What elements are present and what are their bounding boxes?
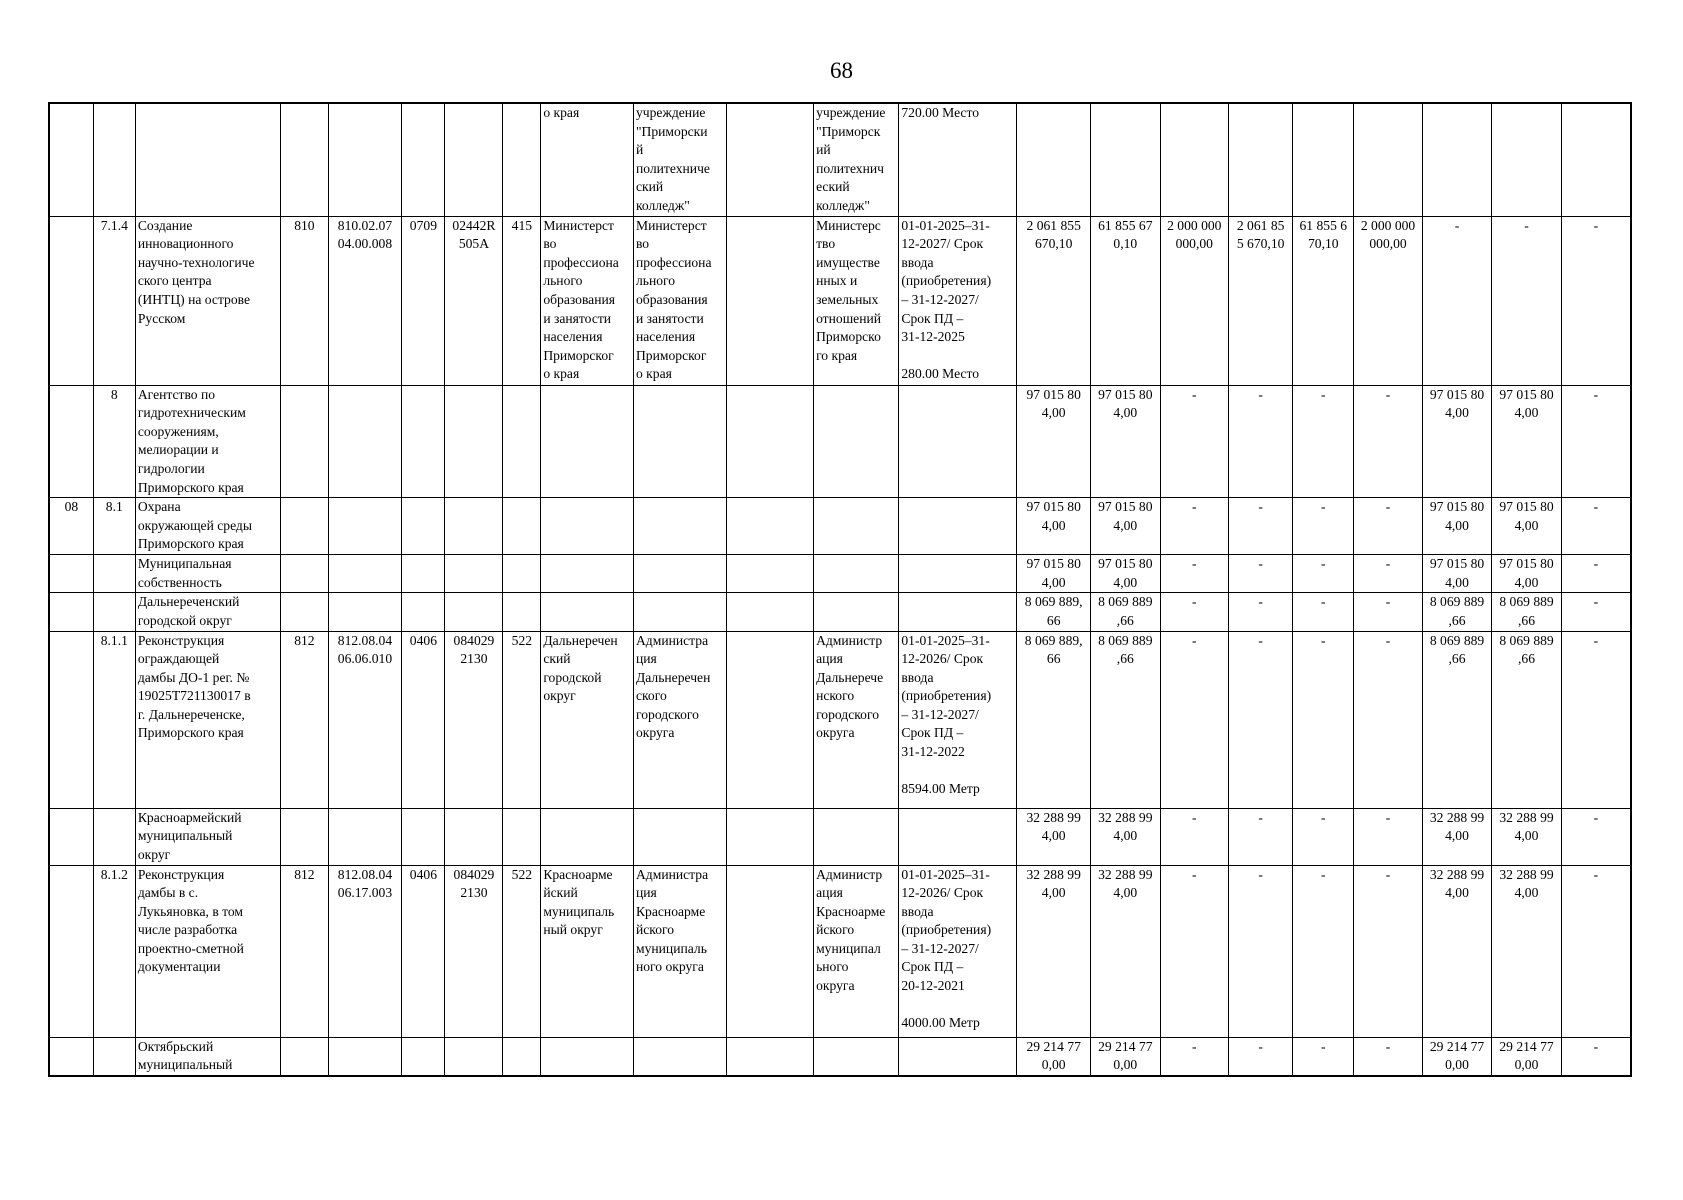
table-cell-v8: 97 015 80 4,00 [1492,498,1562,555]
table-cell-c12 [814,498,899,555]
table-cell-v5: 61 855 6 70,10 [1293,216,1354,385]
table-cell-v8: 8 069 889 ,66 [1492,631,1562,808]
table-cell-c12: Администр ация Дальнерече нского городского округа [814,631,899,808]
table-cell-c11 [726,498,813,555]
table-cell-c1 [49,555,93,593]
table-cell-c8: 415 [503,216,541,385]
table-cell-v9: - [1561,385,1631,498]
table-cell-v3 [1160,103,1228,216]
table-cell-v5: - [1293,593,1354,631]
table-cell-v6: - [1354,865,1422,1037]
table-cell-v7: 97 015 80 4,00 [1422,555,1492,593]
table-cell-c10 [633,808,726,865]
table-cell-v1 [1017,103,1091,216]
table-cell-v4: - [1229,593,1293,631]
table-cell-c1 [49,631,93,808]
table-cell-c7 [445,1037,503,1076]
table-cell-v9: - [1561,498,1631,555]
table-cell-c12 [814,1037,899,1076]
table-row [49,808,1631,865]
table-cell-c11 [726,631,813,808]
table-cell-v5: - [1293,555,1354,593]
table-cell-v8: 8 069 889 ,66 [1492,593,1562,631]
table-cell-v8: - [1492,216,1562,385]
table-cell-c7 [445,593,503,631]
table-cell-c4 [281,593,328,631]
table-cell-c5 [328,808,402,865]
table-cell-name [135,103,280,216]
table-cell-v1: 97 015 80 4,00 [1017,555,1091,593]
table-cell-c6: 0406 [402,631,445,808]
table-cell-c2 [93,1037,135,1076]
table-cell-c8 [503,555,541,593]
table-cell-c2: 8 [93,385,135,498]
table-cell-c7: 02442R 505A [445,216,503,385]
budget-table [48,102,1632,1077]
table-cell-v9: - [1561,631,1631,808]
table-cell-c6 [402,555,445,593]
table-cell-c5 [328,593,402,631]
table-cell-v6: - [1354,385,1422,498]
table-cell-v5 [1293,103,1354,216]
table-cell-v2: 61 855 67 0,10 [1091,216,1161,385]
table-cell-c5: 812.08.04 06.06.010 [328,631,402,808]
table-cell-c5 [328,555,402,593]
table-cell-v5: - [1293,865,1354,1037]
table-cell-v1: 2 061 855 670,10 [1017,216,1091,385]
table-cell-c4 [281,808,328,865]
table-cell-v8: 32 288 99 4,00 [1492,808,1562,865]
table-cell-c5: 812.08.04 06.17.003 [328,865,402,1037]
table-cell-v6: - [1354,555,1422,593]
table-row [49,631,1631,808]
table-cell-c13 [899,808,1017,865]
table-row [49,1037,1631,1076]
table-row [49,216,1631,385]
table-cell-v1: 32 288 99 4,00 [1017,865,1091,1037]
table-cell-v5: - [1293,385,1354,498]
table-cell-c7: 084029 2130 [445,865,503,1037]
table-cell-c10 [633,555,726,593]
table-cell-v4: - [1229,555,1293,593]
table-cell-c10 [633,593,726,631]
table-cell-v8 [1492,103,1562,216]
table-cell-c4 [281,385,328,498]
table-cell-v8: 97 015 80 4,00 [1492,385,1562,498]
table-cell-c11 [726,865,813,1037]
table-cell-c9: Красноарме йский муниципаль ный округ [541,865,634,1037]
table-cell-c8: 522 [503,631,541,808]
table-cell-c11 [726,555,813,593]
table-cell-c6 [402,808,445,865]
table-cell-v4: - [1229,808,1293,865]
table-cell-c9 [541,593,634,631]
table-cell-c10: учреждение "Приморски й политехниче ский колледж" [633,103,726,216]
table-cell-v7: - [1422,216,1492,385]
table-cell-c13: 01-01-2025–31- 12-2026/ Срок ввода (приобретения) – 31-12-2027/ Срок ПД – 31-12-2022 8594.00 Метр [899,631,1017,808]
table-cell-c5: 810.02.07 04.00.008 [328,216,402,385]
table-cell-v5: - [1293,631,1354,808]
table-cell-c5 [328,385,402,498]
table-cell-v6: 2 000 000 000,00 [1354,216,1422,385]
table-cell-c7 [445,498,503,555]
page-number: 68 [830,58,853,83]
table-cell-c1 [49,865,93,1037]
table-cell-c10 [633,385,726,498]
table-cell-c6 [402,103,445,216]
table-cell-v2: 32 288 99 4,00 [1091,808,1161,865]
table-cell-v7 [1422,103,1492,216]
table-row [49,865,1631,1037]
table-cell-c10: Администра ция Красноарме йского муниципаль ного округа [633,865,726,1037]
table-cell-c5 [328,498,402,555]
table-cell-c4 [281,555,328,593]
table-cell-c12 [814,385,899,498]
table-cell-v1: 97 015 80 4,00 [1017,498,1091,555]
table-cell-c13 [899,385,1017,498]
table-cell-v6: - [1354,593,1422,631]
table-cell-c13: 01-01-2025–31- 12-2026/ Срок ввода (приобретения) – 31-12-2027/ Срок ПД – 20-12-2021 4000.00 Метр [899,865,1017,1037]
table-cell-c5 [328,103,402,216]
table-row [49,385,1631,498]
table-cell-name: Муниципальная собственность [135,555,280,593]
table-cell-c2 [93,593,135,631]
table-cell-c7 [445,385,503,498]
table-cell-v4: - [1229,498,1293,555]
table-cell-v9: - [1561,555,1631,593]
table-cell-c9: о края [541,103,634,216]
table-cell-c2 [93,555,135,593]
table-cell-v2 [1091,103,1161,216]
table-cell-v1: 8 069 889, 66 [1017,593,1091,631]
table-cell-c1 [49,216,93,385]
table-cell-v3: - [1160,555,1228,593]
table-cell-v6 [1354,103,1422,216]
table-cell-c2 [93,103,135,216]
table-cell-v3: - [1160,865,1228,1037]
table-cell-c8 [503,808,541,865]
table-cell-c7 [445,103,503,216]
table-cell-c8 [503,593,541,631]
table-cell-v6: - [1354,1037,1422,1076]
table-cell-c4: 812 [281,865,328,1037]
table-cell-v3: - [1160,808,1228,865]
table-cell-c12 [814,555,899,593]
table-cell-v3: - [1160,1037,1228,1076]
table-cell-c1 [49,1037,93,1076]
table-cell-c11 [726,216,813,385]
table-cell-c6: 0406 [402,865,445,1037]
table-cell-c2 [93,808,135,865]
table-cell-v7: 97 015 80 4,00 [1422,385,1492,498]
table-cell-v1: 32 288 99 4,00 [1017,808,1091,865]
table-cell-c6: 0709 [402,216,445,385]
table-cell-c8 [503,385,541,498]
table-cell-v8: 32 288 99 4,00 [1492,865,1562,1037]
table-cell-v2: 97 015 80 4,00 [1091,555,1161,593]
table-cell-v8: 97 015 80 4,00 [1492,555,1562,593]
table-cell-name: Красноармейский муниципальный округ [135,808,280,865]
table-cell-c10: Министерст во профессиона льного образования и занятости населения Приморског о края [633,216,726,385]
table-cell-c13 [899,555,1017,593]
table-cell-c10 [633,498,726,555]
table-cell-c11 [726,808,813,865]
table-cell-c9: Дальнеречен ский городской округ [541,631,634,808]
table-cell-v2: 97 015 80 4,00 [1091,498,1161,555]
table-cell-c12: учреждение "Приморск ий политехнич еский колледж" [814,103,899,216]
table-cell-v6: - [1354,498,1422,555]
table-cell-v3: - [1160,593,1228,631]
table-cell-c8 [503,103,541,216]
table-cell-v1: 8 069 889, 66 [1017,631,1091,808]
table-cell-c9 [541,1037,634,1076]
table-cell-v7: 8 069 889 ,66 [1422,631,1492,808]
table-cell-v1: 97 015 80 4,00 [1017,385,1091,498]
table-cell-c10: Администра ция Дальнеречен ского городского округа [633,631,726,808]
table-cell-c7: 084029 2130 [445,631,503,808]
table-cell-v9: - [1561,808,1631,865]
table-cell-v8: 29 214 77 0,00 [1492,1037,1562,1076]
table-cell-c12: Министерс тво имуществе нных и земельных отношений Приморско го края [814,216,899,385]
table-cell-c1 [49,593,93,631]
table-cell-v7: 32 288 99 4,00 [1422,808,1492,865]
table-cell-name: Октябрьский муниципальный [135,1037,280,1076]
table-cell-c6 [402,385,445,498]
table-cell-v2: 29 214 77 0,00 [1091,1037,1161,1076]
table-cell-c4 [281,103,328,216]
table-cell-c5 [328,1037,402,1076]
table-cell-c12: Администр ация Красноарме йского муниципал ьного округа [814,865,899,1037]
table-cell-c6 [402,498,445,555]
table-cell-name: Реконструкция ограждающей дамбы ДО-1 рег. № 19025Т721130017 в г. Дальнереченске, Приморского края [135,631,280,808]
table-cell-v9: - [1561,1037,1631,1076]
table-cell-c13: 720.00 Место [899,103,1017,216]
table-row [49,498,1631,555]
table-cell-v7: 29 214 77 0,00 [1422,1037,1492,1076]
table-cell-c13 [899,498,1017,555]
table-cell-c7 [445,808,503,865]
table-cell-c2: 8.1 [93,498,135,555]
table-cell-c1 [49,385,93,498]
table-row [49,593,1631,631]
table-cell-c8: 522 [503,865,541,1037]
table-cell-c11 [726,385,813,498]
table-cell-v4 [1229,103,1293,216]
table-row [49,103,1631,216]
table-cell-v3: - [1160,385,1228,498]
table-cell-v2: 8 069 889 ,66 [1091,631,1161,808]
table-cell-v7: 8 069 889 ,66 [1422,593,1492,631]
table-cell-v2: 97 015 80 4,00 [1091,385,1161,498]
table-cell-c2: 7.1.4 [93,216,135,385]
table-cell-c11 [726,593,813,631]
table-cell-name: Дальнереченский городской округ [135,593,280,631]
table-cell-c9 [541,555,634,593]
table-cell-v7: 97 015 80 4,00 [1422,498,1492,555]
table-cell-v4: - [1229,1037,1293,1076]
table-cell-v4: - [1229,385,1293,498]
table-cell-c4 [281,1037,328,1076]
table-cell-name: Охрана окружающей среды Приморского края [135,498,280,555]
table-cell-v3: 2 000 000 000,00 [1160,216,1228,385]
table-cell-c4: 810 [281,216,328,385]
table-cell-v9 [1561,103,1631,216]
table-cell-v5: - [1293,808,1354,865]
table-cell-c10 [633,1037,726,1076]
table-cell-c6 [402,593,445,631]
table-cell-c7 [445,555,503,593]
table-cell-v5: - [1293,1037,1354,1076]
table-cell-v3: - [1160,498,1228,555]
table-cell-c9 [541,808,634,865]
table-body [49,103,1631,1076]
table-cell-v4: - [1229,631,1293,808]
table-cell-c2: 8.1.1 [93,631,135,808]
table-cell-c9 [541,498,634,555]
table-cell-c8 [503,498,541,555]
table-cell-c13 [899,1037,1017,1076]
table-cell-c9: Министерст во профессиона льного образования и занятости населения Приморског о края [541,216,634,385]
table-cell-c2: 8.1.2 [93,865,135,1037]
table-cell-c11 [726,1037,813,1076]
table-cell-name: Агентство по гидротехническим сооружениям, мелиорации и гидрологии Приморского края [135,385,280,498]
table-cell-v7: 32 288 99 4,00 [1422,865,1492,1037]
table-cell-v9: - [1561,216,1631,385]
table-cell-c1 [49,103,93,216]
table-cell-c12 [814,593,899,631]
table-cell-v9: - [1561,593,1631,631]
table-cell-v6: - [1354,808,1422,865]
table-cell-v6: - [1354,631,1422,808]
table-cell-c13: 01-01-2025–31- 12-2027/ Срок ввода (приобретения) – 31-12-2027/ Срок ПД – 31-12-2025 280.00 Место [899,216,1017,385]
table-cell-c13 [899,593,1017,631]
table-cell-c12 [814,808,899,865]
table-cell-v4: 2 061 85 5 670,10 [1229,216,1293,385]
table-row [49,555,1631,593]
table-cell-c11 [726,103,813,216]
table-cell-c1: 08 [49,498,93,555]
table-cell-v2: 8 069 889 ,66 [1091,593,1161,631]
table-cell-name: Создание инновационного научно-технологиче ского центра (ИНТЦ) на острове Русском [135,216,280,385]
table-cell-name: Реконструкция дамбы в с. Лукьяновка, в том числе разработка проектно-сметной документации [135,865,280,1037]
table-cell-v2: 32 288 99 4,00 [1091,865,1161,1037]
table-cell-v9: - [1561,865,1631,1037]
table-cell-c1 [49,808,93,865]
table-cell-c9 [541,385,634,498]
table-cell-v3: - [1160,631,1228,808]
table-cell-c6 [402,1037,445,1076]
table-cell-v4: - [1229,865,1293,1037]
table-cell-v1: 29 214 77 0,00 [1017,1037,1091,1076]
table-cell-c8 [503,1037,541,1076]
table-cell-c4 [281,498,328,555]
table-cell-v5: - [1293,498,1354,555]
table-cell-c4: 812 [281,631,328,808]
